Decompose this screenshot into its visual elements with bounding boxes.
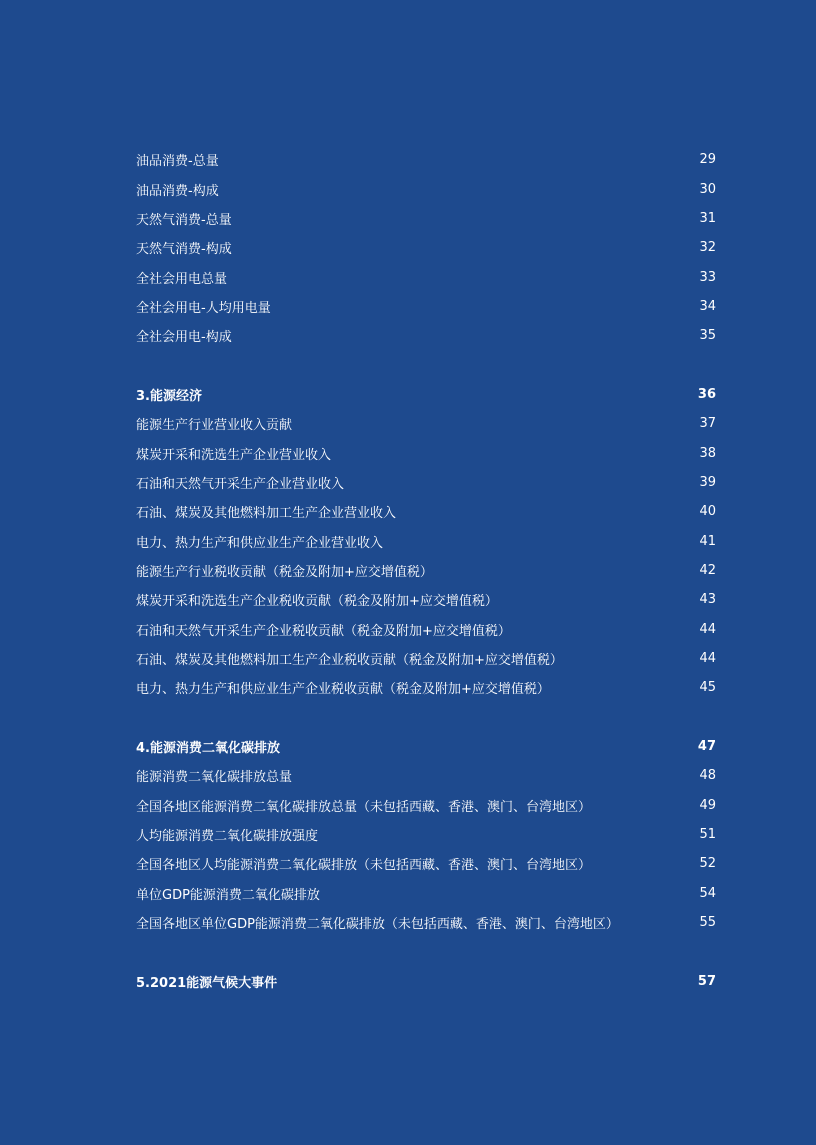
toc-entry[interactable] <box>136 262 716 291</box>
toc-entry[interactable] <box>136 204 716 233</box>
toc-entry-title: 全社会用电-构成 <box>136 330 232 346</box>
toc-entry-page: 43 <box>699 592 716 608</box>
toc-entry[interactable] <box>136 615 716 644</box>
toc-entry-title: 全国各地区单位GDP能源消费二氧化碳排放（未包括西藏、香港、澳门、台湾地区） <box>136 917 619 933</box>
toc-entry-page: 35 <box>699 328 716 344</box>
toc-entry[interactable] <box>136 321 716 350</box>
toc-entry-title: 石油和天然气开采生产企业税收贡献（税金及附加+应交增值税） <box>136 623 511 639</box>
toc-entry-title: 全国各地区人均能源消费二氧化碳排放（未包括西藏、香港、澳门、台湾地区） <box>136 858 592 874</box>
toc-entry-page: 45 <box>699 680 716 696</box>
toc-entry-title: 能源生产行业营业收入贡献 <box>136 418 293 434</box>
toc-entry[interactable] <box>136 908 716 937</box>
toc-entry[interactable] <box>136 644 716 673</box>
toc-entry-page: 39 <box>699 474 716 490</box>
toc-entry-title: 人均能源消费二氧化碳排放强度 <box>136 829 319 845</box>
toc-section-heading[interactable] <box>136 967 716 996</box>
table-of-contents <box>136 145 716 996</box>
toc-entry-page: 29 <box>699 152 716 168</box>
section-page: 36 <box>697 386 716 402</box>
toc-entry[interactable] <box>136 849 716 878</box>
toc-entry-page: 38 <box>699 445 716 461</box>
section-title: 4.能源消费二氧化碳排放 <box>136 741 280 757</box>
toc-section-heading[interactable] <box>136 732 716 761</box>
toc-entry[interactable] <box>136 497 716 526</box>
toc-entry[interactable] <box>136 174 716 203</box>
toc-entry[interactable] <box>136 673 716 702</box>
toc-entry[interactable] <box>136 820 716 849</box>
toc-entry-title: 煤炭开采和洗选生产企业税收贡献（税金及附加+应交增值税） <box>136 594 498 610</box>
toc-entry-page: 37 <box>699 416 716 432</box>
toc-entry-title: 全社会用电-人均用电量 <box>136 300 271 316</box>
toc-entry[interactable] <box>136 438 716 467</box>
toc-entry-title: 天然气消费-总量 <box>136 212 232 228</box>
toc-entry-page: 40 <box>699 504 716 520</box>
toc-entry-page: 41 <box>699 533 716 549</box>
section-spacer <box>136 703 716 732</box>
toc-entry-title: 能源消费二氧化碳排放总量 <box>136 770 293 786</box>
toc-entry[interactable] <box>136 468 716 497</box>
section-page: 47 <box>697 739 716 755</box>
toc-entry-page: 51 <box>699 827 716 843</box>
toc-entry-title: 电力、热力生产和供应业生产企业营业收入 <box>136 535 384 551</box>
toc-entry[interactable] <box>136 761 716 790</box>
toc-entry-title: 石油、煤炭及其他燃料加工生产企业营业收入 <box>136 506 397 522</box>
section-spacer <box>136 937 716 966</box>
toc-entry-title: 能源生产行业税收贡献（税金及附加+应交增值税） <box>136 564 433 580</box>
toc-entry[interactable] <box>136 556 716 585</box>
section-title: 5.2021能源气候大事件 <box>136 975 278 991</box>
toc-entry-title: 油品消费-构成 <box>136 183 219 199</box>
toc-entry-page: 31 <box>699 210 716 226</box>
section-title: 3.能源经济 <box>136 388 202 404</box>
toc-entry-title: 油品消费-总量 <box>136 154 219 170</box>
toc-entry[interactable] <box>136 233 716 262</box>
toc-entry-page: 52 <box>699 856 716 872</box>
toc-entry-title: 全国各地区能源消费二氧化碳排放总量（未包括西藏、香港、澳门、台湾地区） <box>136 799 592 815</box>
toc-entry-title: 单位GDP能源消费二氧化碳排放 <box>136 887 320 903</box>
toc-entry[interactable] <box>136 526 716 555</box>
toc-entry-title: 石油和天然气开采生产企业营业收入 <box>136 476 345 492</box>
section-page: 57 <box>697 973 716 989</box>
toc-section-heading[interactable] <box>136 380 716 409</box>
toc-entry-page: 33 <box>699 269 716 285</box>
toc-entry-page: 42 <box>699 562 716 578</box>
toc-entry[interactable] <box>136 879 716 908</box>
toc-entry-title: 天然气消费-构成 <box>136 242 232 258</box>
toc-entry[interactable] <box>136 409 716 438</box>
toc-entry-page: 32 <box>699 240 716 256</box>
toc-entry[interactable] <box>136 145 716 174</box>
toc-entry-page: 44 <box>699 621 716 637</box>
toc-entry-page: 48 <box>699 768 716 784</box>
toc-entry-title: 煤炭开采和洗选生产企业营业收入 <box>136 447 332 463</box>
toc-entry-title: 石油、煤炭及其他燃料加工生产企业税收贡献（税金及附加+应交增值税） <box>136 653 563 669</box>
toc-entry-title: 全社会用电总量 <box>136 271 228 287</box>
toc-entry-page: 49 <box>699 797 716 813</box>
toc-entry-title: 电力、热力生产和供应业生产企业税收贡献（税金及附加+应交增值税） <box>136 682 550 698</box>
toc-entry-page: 44 <box>699 651 716 667</box>
toc-entry[interactable] <box>136 791 716 820</box>
toc-entry[interactable] <box>136 585 716 614</box>
toc-entry-page: 30 <box>699 181 716 197</box>
toc-entry[interactable] <box>136 292 716 321</box>
toc-entry-page: 34 <box>699 298 716 314</box>
section-spacer <box>136 350 716 379</box>
toc-entry-page: 54 <box>699 885 716 901</box>
toc-entry-page: 55 <box>699 915 716 931</box>
